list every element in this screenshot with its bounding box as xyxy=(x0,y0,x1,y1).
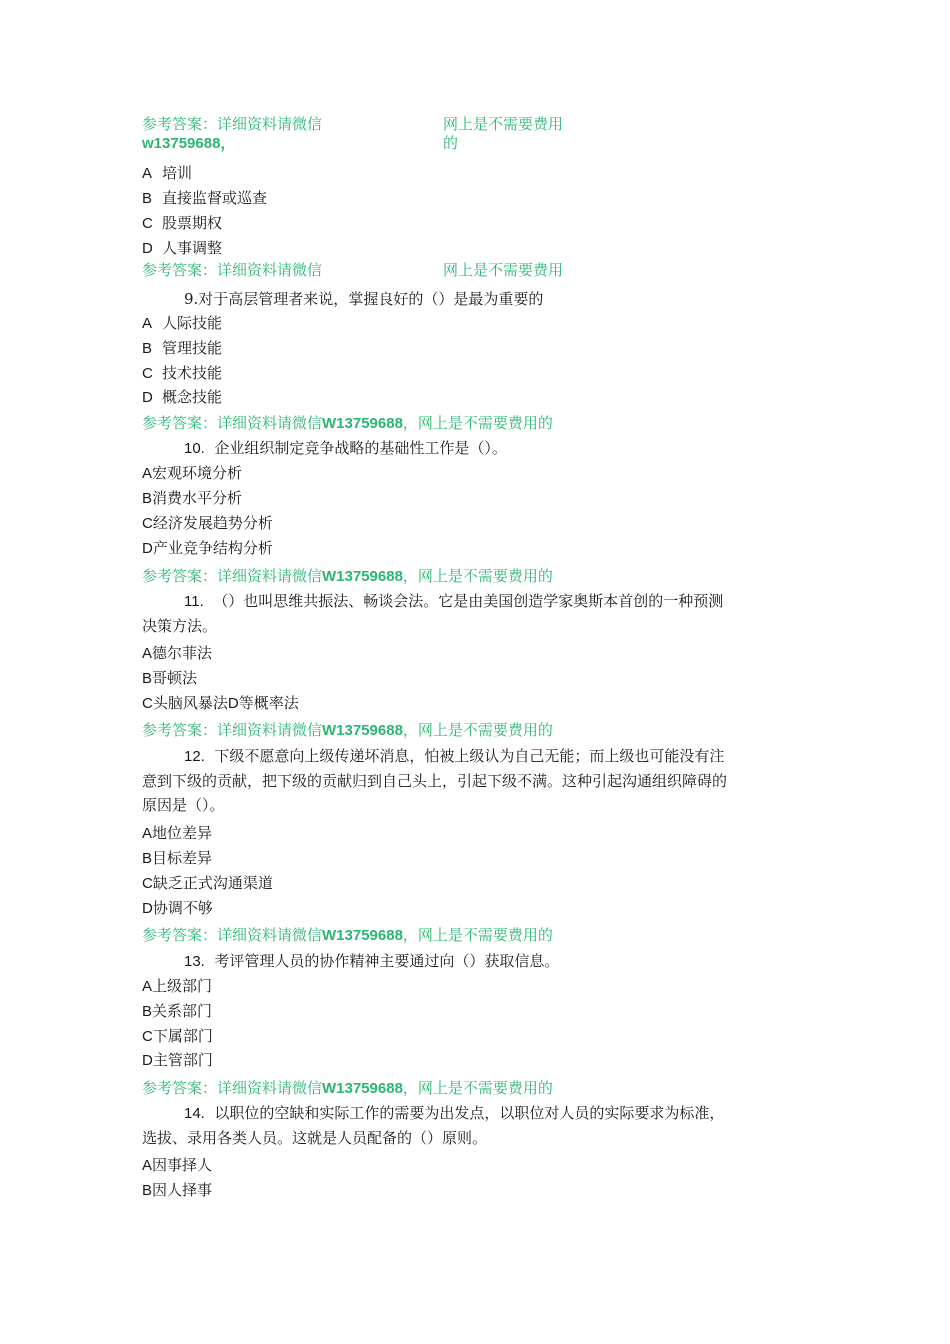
option-a: A因事择人 xyxy=(142,1156,213,1174)
question-11-cont: 决策方法。 xyxy=(142,617,218,635)
answer-note: 参考答案：详细资料请微信W13759688，网上是不需要费用的 xyxy=(142,1079,553,1097)
question-11: 11. （）也叫思维共振法、畅谈会法。它是由美国创造学家奥斯本首创的一种预测 xyxy=(184,592,724,610)
option-b: B因人择事 xyxy=(142,1181,213,1199)
option-b: B目标差异 xyxy=(142,849,213,867)
option-c: C 股票期权 xyxy=(142,214,223,232)
option-a: A宏观环境分析 xyxy=(142,464,243,482)
option-a: A德尔菲法 xyxy=(142,644,213,662)
answer-note-right: 网上是不需要费用 的 xyxy=(443,115,564,152)
option-c: C下属部门 xyxy=(142,1027,213,1045)
answer-note: 参考答案：详细资料请微信W13759688，网上是不需要费用的 xyxy=(142,721,553,739)
option-c: C 技术技能 xyxy=(142,364,223,382)
option-a: A地位差异 xyxy=(142,824,213,842)
option-b: B哥顿法 xyxy=(142,669,198,687)
question-14-cont: 选拔、录用各类人员。这就是人员配备的（）原则。 xyxy=(142,1129,488,1147)
option-d: D主管部门 xyxy=(142,1051,213,1069)
question-12-cont: 意到下级的贡献，把下级的贡献归到自己头上，引起下级不满。这种引起沟通组织障碍的 xyxy=(142,772,728,790)
answer-note: 参考答案：详细资料请微信W13759688，网上是不需要费用的 xyxy=(142,414,553,432)
option-b: B 管理技能 xyxy=(142,339,223,357)
answer-note-left: 参考答案：详细资料请微信 xyxy=(142,261,323,279)
option-b: B关系部门 xyxy=(142,1002,213,1020)
option-d: D 概念技能 xyxy=(142,388,223,406)
question-10: 10. 企业组织制定竞争战略的基础性工作是（）。 xyxy=(184,439,507,457)
option-a: A上级部门 xyxy=(142,977,213,995)
question-9: 9.对于高层管理者来说，掌握良好的（）是最为重要的 xyxy=(184,290,544,308)
option-b: B 直接监督或巡查 xyxy=(142,189,268,207)
option-c-d: C头脑风暴法D等概率法 xyxy=(142,694,299,712)
answer-note-right: 网上是不需要费用 xyxy=(443,261,564,279)
option-c: C经济发展趋势分析 xyxy=(142,514,273,532)
question-14: 14. 以职位的空缺和实际工作的需要为出发点，以职位对人员的实际要求为标准， xyxy=(184,1104,725,1122)
question-12-cont: 原因是（）。 xyxy=(142,796,225,814)
option-d: D协调不够 xyxy=(142,899,213,917)
option-a: A 人际技能 xyxy=(142,314,223,332)
answer-note: 参考答案：详细资料请微信W13759688，网上是不需要费用的 xyxy=(142,926,553,944)
option-c: C缺乏正式沟通渠道 xyxy=(142,874,273,892)
option-b: B消费水平分析 xyxy=(142,489,243,507)
question-13: 13. 考评管理人员的协作精神主要通过向（）获取信息。 xyxy=(184,952,560,970)
option-d: D产业竞争结构分析 xyxy=(142,539,273,557)
option-d: D 人事调整 xyxy=(142,239,223,257)
question-12: 12. 下级不愿意向上级传递坏消息，怕被上级认为自己无能；而上级也可能没有注 xyxy=(184,747,725,765)
answer-note-left: 参考答案：详细资料请微信 w13759688， xyxy=(142,115,323,152)
answer-note: 参考答案：详细资料请微信W13759688，网上是不需要费用的 xyxy=(142,567,553,585)
option-a: A 培训 xyxy=(142,164,193,182)
